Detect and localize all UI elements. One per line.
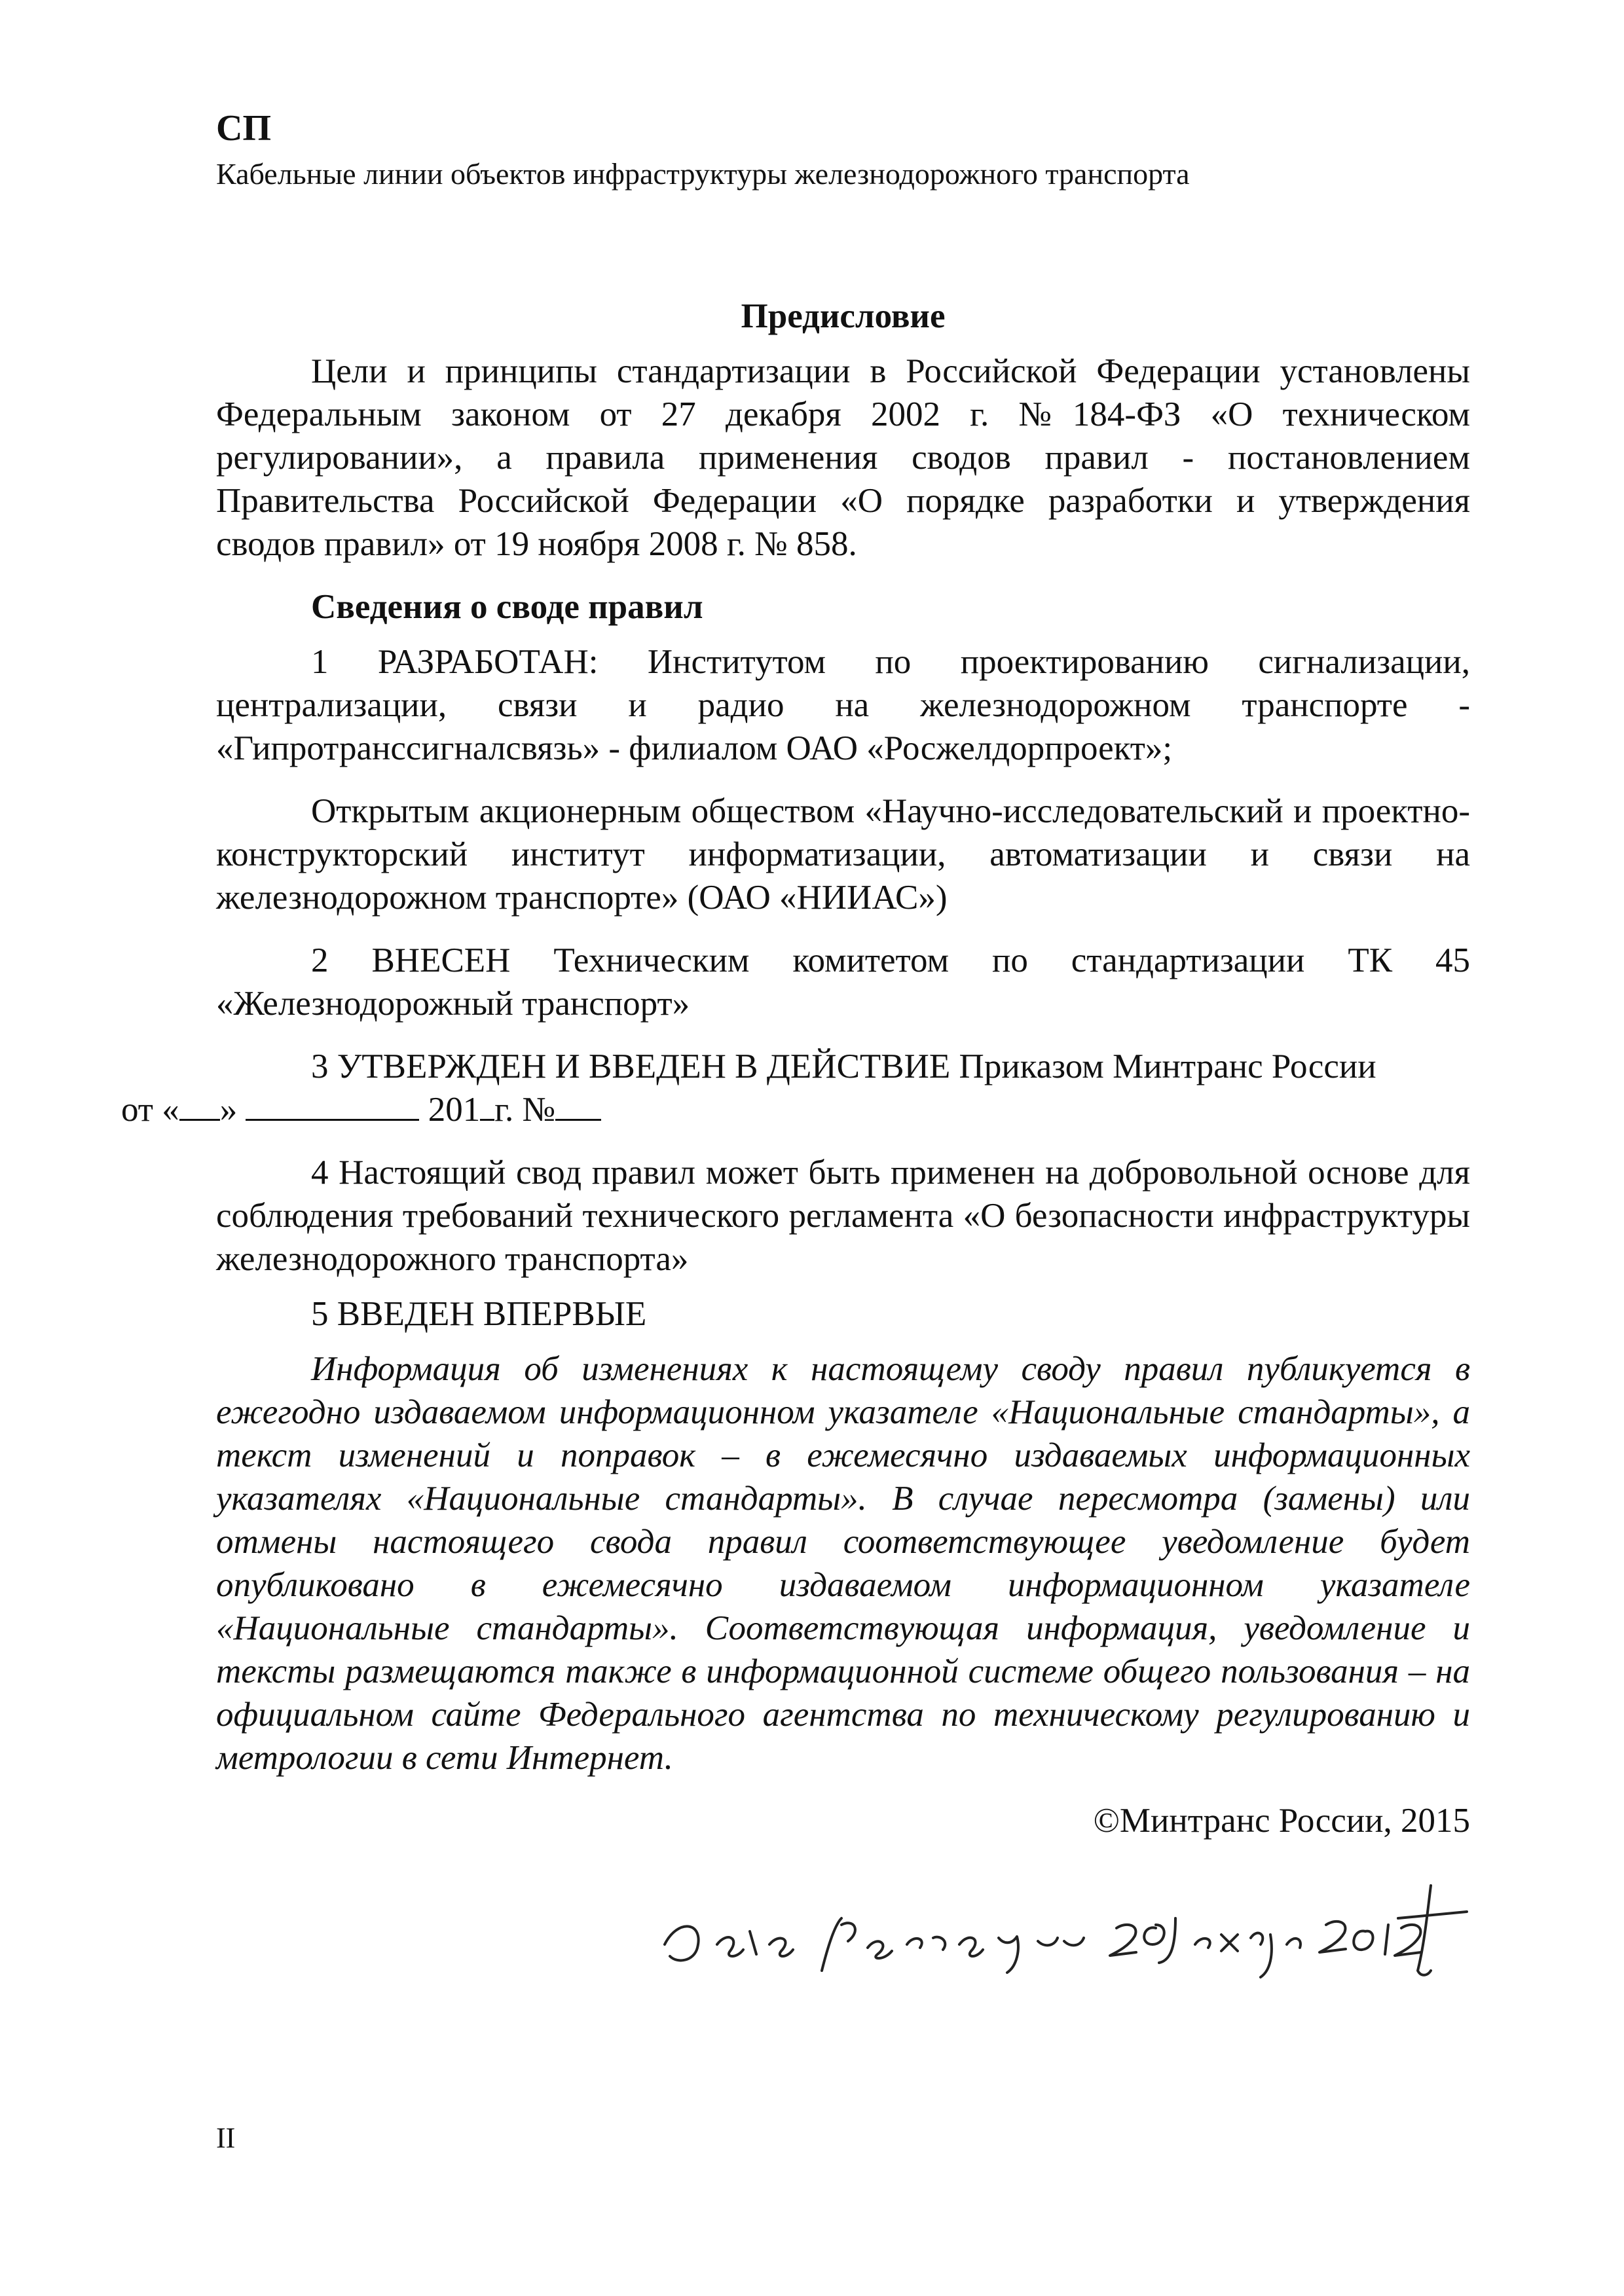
info-item-1: 1 РАЗРАБОТАН: Институтом по проектированию сигнализации, централизации, связи и радио на железнодорожном транспорте - «Гипротранссигналсвязь» - филиалом ОАО «Росжелдорпроект»;: [216, 643, 1470, 767]
date-quote-close: »: [219, 1091, 238, 1129]
info-item-1b: Открытым акционерным обществом «Научно-исследовательский и проектно-конструкторский институт информатизации, автоматизации и связи на железнодорожном транспорте» (ОАО «НИИАС»): [216, 792, 1470, 917]
document-body: [121, 295, 1470, 1842]
preface-heading: Предисловие: [741, 297, 946, 335]
info-item-3-line1: 3 УТВЕРЖДЕН И ВВЕДЕН В ДЕЙСТВИЕ Приказом Минтранс России: [311, 1048, 1376, 1085]
page-number: II: [216, 2122, 236, 2154]
info-item-4: 4 Настоящий свод правил может быть применен на добровольной основе для соблюдения требований технического регламента «О безопасности инфраструктуры железнодорожного транспорта»: [216, 1154, 1470, 1278]
preface-intro: Цели и принципы стандартизации в Российской Федерации установлены Федеральным законом от 27 декабря 2002 г. №184-ФЗ «О техническом регулировании», а правила применения сводов правил - постановлением Правительства Российской Федерации «О порядке разработки и утверждения сводов правил» от 19 ноября 2008 г. № 858.: [216, 352, 1470, 563]
document-code: СП: [216, 108, 271, 149]
date-prefix: от «: [121, 1091, 179, 1129]
info-item-2: 2 ВНЕСЕН Техническим комитетом по стандартизации ТК 45 «Железнодорожный транспорт»: [216, 941, 1470, 1023]
info-item-5: 5 ВВЕДЕН ВПЕРВЫЕ: [311, 1295, 647, 1333]
copyright: ©Минтранс России, 2015: [1093, 1802, 1470, 1840]
year-prefix: 201: [428, 1091, 481, 1129]
number-label: г. №: [494, 1091, 556, 1129]
day-blank: [179, 1090, 220, 1121]
document-title: Кабельные линии объектов инфраструктуры железнодорожного транспорта: [216, 157, 1190, 191]
handwritten-registration-note: [658, 1872, 1470, 1990]
month-blank: [246, 1090, 419, 1121]
info-item-3: [121, 1045, 1470, 1131]
year-blank: [480, 1090, 494, 1121]
number-blank: [555, 1090, 601, 1121]
info-heading: Сведения о своде правил: [311, 588, 703, 626]
info-item-3-date-line: [121, 1088, 601, 1131]
changes-notice: Информация об изменениях к настоящему своду правил публикуется в ежегодно издаваемом информационном указателе «Национальные стандарты», а текст изменений и поправок – в ежемесячно издаваемых информационных указателях «Национальные стандарты». В случае пересмотра (замены) или отмены настоящего свода правил соответствующее уведомление будет опубликовано в ежемесячно издаваемом информационном указателе «Национальные стандарты». Соответствующая информация, уведомление и тексты размещаются также в информационной системе общего пользования – на официальном сайте Федерального агентства по техническому регулированию и метрологии в сети Интернет.: [216, 1350, 1470, 1777]
